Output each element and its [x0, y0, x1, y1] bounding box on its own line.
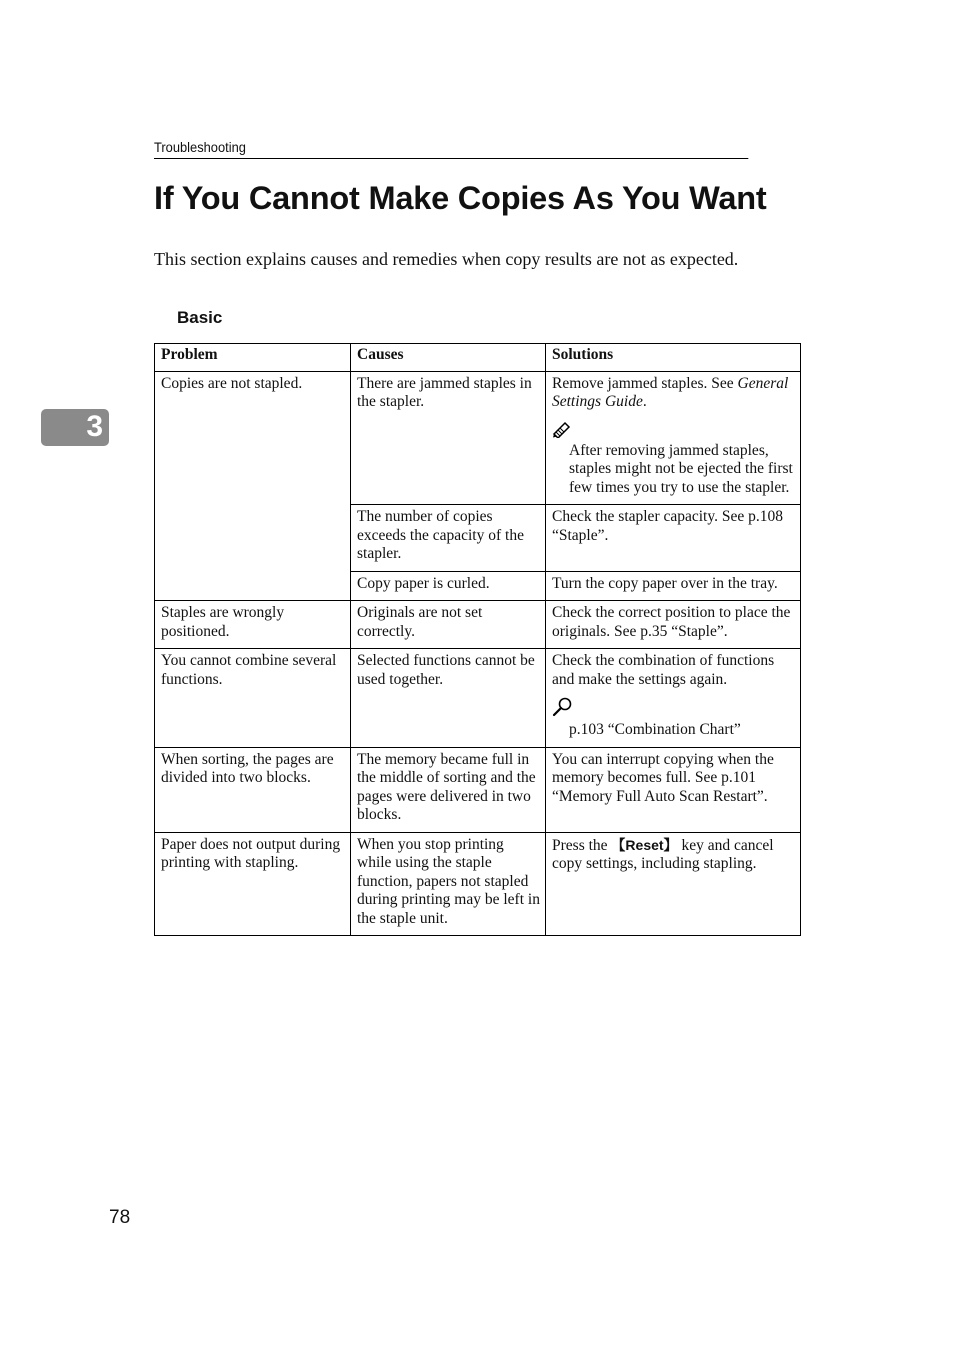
problem-cell: Staples are wrongly positioned. [155, 601, 351, 649]
solution-cell: Check the correct position to place the originals. See p.35 “Staple”. [546, 601, 801, 649]
intro-paragraph: This section explains causes and remedies when copy results are not as expected. [154, 249, 739, 269]
solution-cell [546, 371, 801, 505]
cause-cell: The number of copies exceeds the capacity of the stapler. [351, 505, 546, 572]
table-row [155, 649, 801, 748]
chapter-number: 3 [86, 410, 103, 443]
solution-text-end: key and cancel copy settings, including stapling. [552, 836, 774, 872]
table-row [155, 601, 801, 649]
solution-reference-italic: General Settings Guide [552, 374, 789, 410]
solution-text: Check the combination of functions and make the settings again. [552, 652, 775, 688]
solution-text-end: . [642, 393, 647, 410]
note-pencil-icon [552, 420, 572, 438]
solution-cell: Turn the copy paper over in the tray. [546, 571, 801, 601]
table-header-row [155, 344, 801, 372]
page-title: If You Cannot Make Copies As You Want [154, 180, 767, 216]
section-heading: Basic [177, 308, 223, 327]
cause-cell: The memory became full in the middle of sorting and the pages were delivered in two blocks. [351, 747, 546, 832]
cause-cell: When you stop printing while using the staple function, papers not stapled during printing may be left in the staple unit. [351, 832, 546, 936]
reference-magnifier-icon [552, 697, 574, 717]
solution-text: Press the [552, 836, 612, 854]
table-row [155, 832, 801, 936]
note-text: After removing jammed staples, staples might not be ejected the first few times you try to use the stapler. [569, 441, 793, 496]
solution-cell: You can interrupt copying when the memory becomes full. See p.101 “Memory Full Auto Scan Restart”. [546, 747, 801, 832]
reference-text: p.103 “Combination Chart” [569, 721, 741, 738]
note-block [552, 420, 795, 498]
table-row [155, 747, 801, 832]
cause-cell: Selected functions cannot be used together. [351, 649, 546, 748]
solution-text: Remove jammed staples. See [552, 374, 738, 392]
problem-cell: Paper does not output during printing with stapling. [155, 832, 351, 936]
header-causes: Causes [351, 344, 546, 372]
header-solutions: Solutions [546, 344, 801, 372]
reference-block [552, 697, 795, 740]
solution-cell [546, 649, 801, 748]
header-problem: Problem [155, 344, 351, 372]
cause-cell: Copy paper is curled. [351, 571, 546, 601]
reset-key-label: 【Reset】 [611, 836, 678, 853]
solution-cell [546, 832, 801, 936]
chapter-tab [41, 409, 109, 446]
troubleshooting-table [154, 343, 801, 936]
running-head: Troubleshooting [154, 139, 748, 159]
cause-cell: There are jammed staples in the stapler. [351, 371, 546, 505]
table-row [155, 371, 801, 505]
solution-cell: Check the stapler capacity. See p.108 “Staple”. [546, 505, 801, 572]
cause-cell: Originals are not set correctly. [351, 601, 546, 649]
problem-cell: When sorting, the pages are divided into two blocks. [155, 747, 351, 832]
problem-cell: You cannot combine several functions. [155, 649, 351, 748]
page-number: 78 [109, 1207, 131, 1228]
problem-cell: Copies are not stapled. [155, 371, 351, 601]
